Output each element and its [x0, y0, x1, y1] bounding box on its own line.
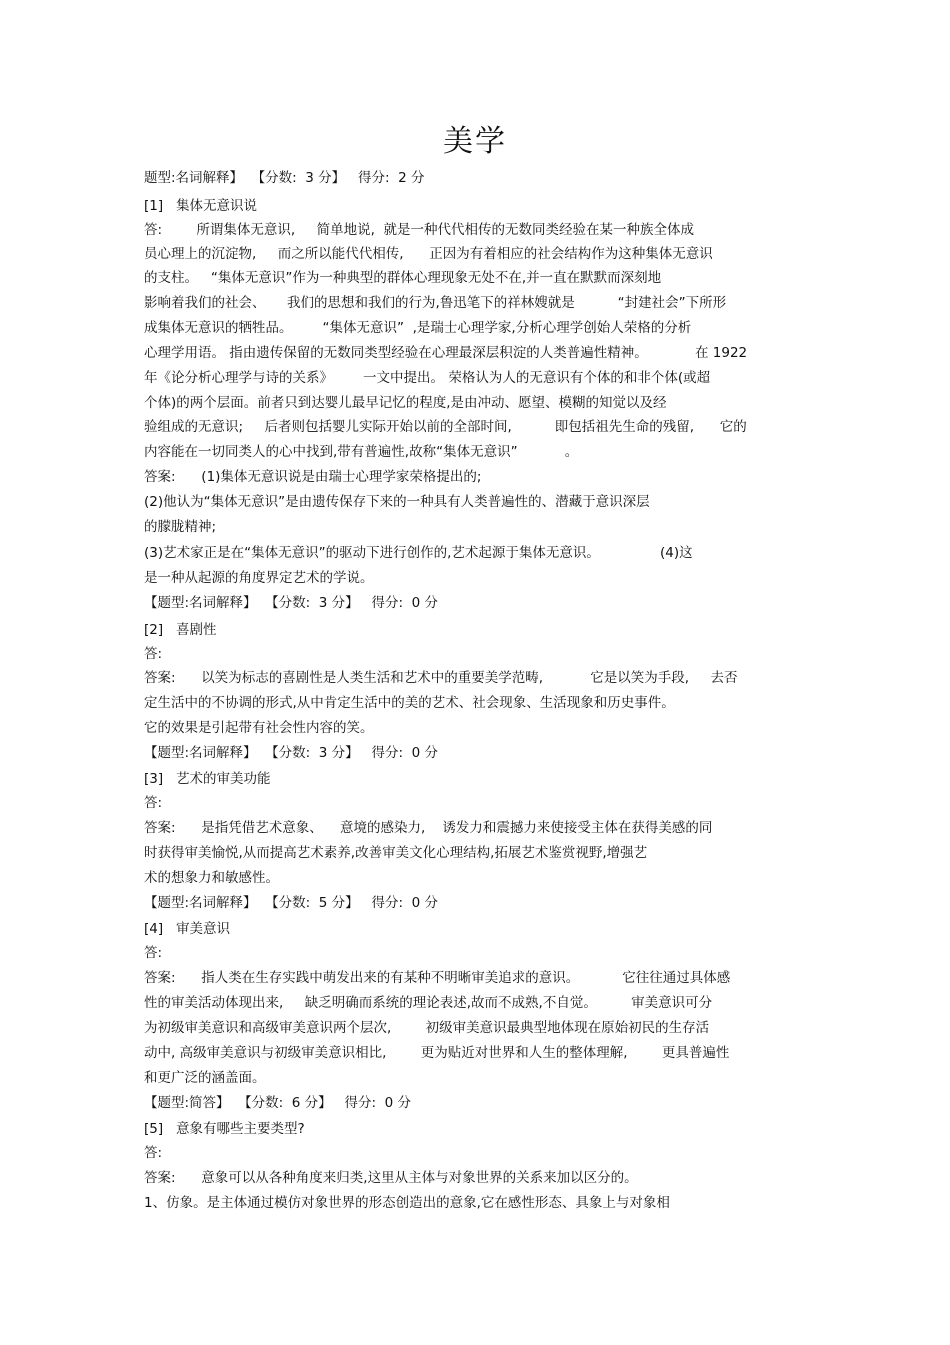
answer-text: 答案: (1)集体无意识说是由瑞士心理学家荣格提出的;: [144, 469, 482, 485]
answer-text: 答案: 意象可以从各种角度来归类,这里从主体与对象世界的关系来加以区分的。: [144, 1170, 638, 1186]
paragraph-line: 年《论分析心理学与诗的关系》 一文中提出。 荣格认为人的无意识有个体的和非个体(或超: [144, 370, 711, 386]
question-meta: 【题型:名词解释】 【分数: 3 分】 得分: 0 分: [144, 745, 439, 761]
paragraph-line: 影响着我们的社会、 我们的思想和我们的行为,鲁迅笔下的祥林嫂就是 “封建社会”下所形: [144, 295, 727, 311]
paragraph-line: 的朦胧精神;: [144, 519, 217, 535]
page-title: 美学: [443, 124, 507, 159]
answer-label: 答:: [144, 646, 163, 662]
paragraph-line: 心理学用语。 指由遗传保留的无数同类型经验在心理最深层积淀的人类普遍性精神。 在 1922: [144, 345, 748, 361]
question-heading: [3] 艺术的审美功能: [144, 771, 271, 787]
question-meta: 题型:名词解释】 【分数: 3 分】 得分: 2 分: [144, 170, 425, 186]
question-heading: [1] 集体无意识说: [144, 198, 257, 214]
paragraph-line: 它的效果是引起带有社会性内容的笑。: [144, 720, 374, 736]
paragraph-line: 成集体无意识的牺牲品。 “集体无意识” ,是瑞士心理学家,分析心理学创始人荣格的分析: [144, 320, 692, 336]
paragraph-line: 员心理上的沉淀物, 而之所以能代代相传, 正因为有着相应的社会结构作为这种集体无意识: [144, 246, 713, 262]
paragraph-line: 内容能在一切同类人的心中找到,带有普遍性,故称“集体无意识” 。: [144, 444, 579, 460]
question-heading: [2] 喜剧性: [144, 622, 217, 638]
paragraph-line: 性的审美活动体现出来, 缺乏明确而系统的理论表述,故而不成熟,不自觉。 审美意识可分: [144, 995, 713, 1011]
paragraph-line: 为初级审美意识和高级审美意识两个层次, 初级审美意识最典型地体现在原始初民的生存活: [144, 1020, 710, 1036]
paragraph-line: 时获得审美愉悦,从而提高艺术素养,改善审美文化心理结构,拓展艺术鉴赏视野,增强艺: [144, 845, 648, 861]
answer-text: 答案: 是指凭借艺术意象、 意境的感染力, 诱发力和震撼力来使接受主体在获得美感的同: [144, 820, 713, 836]
answer-text: 答案: 以笑为标志的喜剧性是人类生活和艺术中的重要美学范畴, 它是以笑为手段, 去否: [144, 670, 738, 686]
paragraph-line: 和更广泛的涵盖面。: [144, 1070, 266, 1086]
answer-label: 答:: [144, 795, 163, 811]
paragraph-line: 的支柱。 “集体无意识”作为一种典型的群体心理现象无处不在,并一直在默默而深刻地: [144, 270, 662, 286]
paragraph-line: 定生活中的不协调的形式,从中肯定生活中的美的艺术、社会现象、生活现象和历史事件。: [144, 695, 675, 711]
paragraph-line: 动中, 高级审美意识与初级审美意识相比, 更为贴近对世界和人生的整体理解, 更具普遍性: [144, 1045, 730, 1061]
answer-label: 答:: [144, 945, 163, 961]
answer-label: 答:: [144, 1145, 163, 1161]
answer-text: 答案: 指人类在生存实践中萌发出来的有某种不明晰审美追求的意识。 它往往通过具体感: [144, 970, 731, 986]
paragraph-line: 验组成的无意识; 后者则包括婴儿实际开始以前的全部时间, 即包括祖先生命的残留, 它的: [144, 419, 747, 435]
paragraph-line: (2)他认为“集体无意识”是由遗传保存下来的一种具有人类普遍性的、潜藏于意识深层: [144, 494, 650, 510]
paragraph-line: (3)艺术家正是在“集体无意识”的驱动下进行创作的,艺术起源于集体无意识。 (4)这: [144, 545, 693, 561]
question-meta: 【题型:名词解释】 【分数: 5 分】 得分: 0 分: [144, 895, 439, 911]
paragraph-line: 1、仿象。是主体通过模仿对象世界的形态创造出的意象,它在感性形态、具象上与对象相: [144, 1195, 670, 1211]
question-heading: [5] 意象有哪些主要类型?: [144, 1121, 305, 1137]
question-heading: [4] 审美意识: [144, 921, 230, 937]
question-meta: 【题型:简答】 【分数: 6 分】 得分: 0 分: [144, 1095, 412, 1111]
paragraph-line: 术的想象力和敏感性。: [144, 870, 279, 886]
paragraph-line: 是一种从起源的角度界定艺术的学说。: [144, 570, 374, 586]
answer-label: 答: 所谓集体无意识, 简单地说, 就是一种代代相传的无数同类经验在某一种族全体成: [144, 222, 694, 238]
paragraph-line: 个体)的两个层面。前者只到达婴儿最早记忆的程度,是由冲动、愿望、模糊的知觉以及经: [144, 395, 667, 411]
question-meta: 【题型:名词解释】 【分数: 3 分】 得分: 0 分: [144, 595, 439, 611]
